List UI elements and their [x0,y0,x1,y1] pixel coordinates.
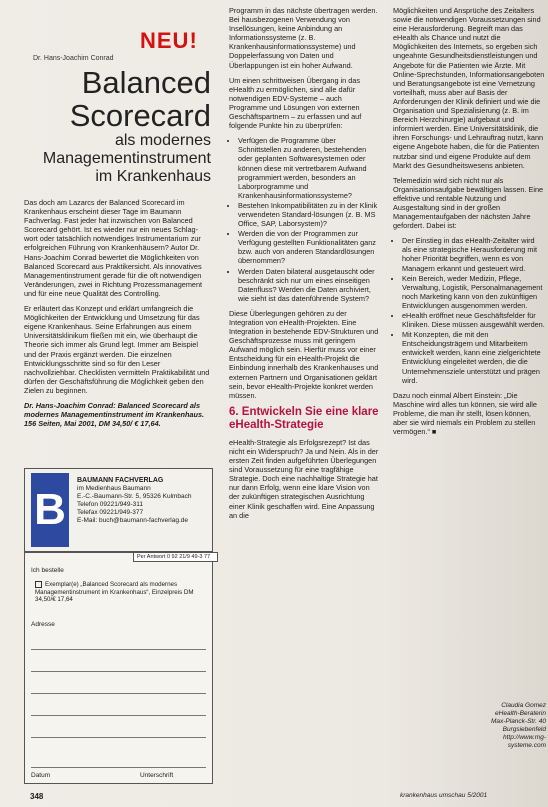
new-badge: NEU! [140,28,198,53]
title-line-1: Balanced [81,65,211,100]
list-item: • Mit Konzepten, die mit den Entscheidungsträgern und Mitarbeitern entwickelt werden, kann eine zielgerichtete Entwicklung eingeleitet werden, die die Unternehmensziele unterstützt und prägen wird. [402,330,545,385]
publisher-line-5: E-Mail: buch@baumann-fachverlag.de [77,517,189,524]
title-line-4: Managementinstrument [42,150,211,167]
publisher-line-4: Telefax 09221/949-377 [77,509,144,516]
book-title [24,66,211,186]
publisher-logo: B [31,473,69,547]
article-column-3 [393,6,545,442]
list-item: • Kein Bereich, weder Medizin, Pflege, Verwaltung, Logistik, Personalmanagement noch Marketing kann von den zukünftigen Entwicklungen ausgenommen werden. [402,274,545,310]
publisher-line-1: im Medienhaus Baumann [77,485,151,492]
date-label: Datum [31,772,51,779]
address-label: Adresse [31,621,55,628]
col3-paragraph-1: Möglichkeiten und Ansprüche des Zeitalters sowie die notwendigen Voraussetzungen sind eine Herausforderung. Begreift man das eHealth als Chance und nutzt die Möglichkeiten des Internets, so ergeben sich ungeahnte Gesundheitsdienstleistungen und Angebote für die Patienten wie Ärzte. Mit Online-Sprechstunden, Informationsangeboten und Beratungsangebote ist eine Vernetzung vorteilhaft, muss aber auf Basis der Anforderungen der Klinik definiert und wie die Organisation und Spezialisierung (z. B. im Bereich Herzchirurgie) aufgebaut und informiert werden. Eine Universitätsklinik, die ihren Forschungs- und Lehrauftrag nutzt, kann eigene Angebote haben, die für die Patienten nutzbar sind und eigene Produkte auf dem Markt des Gesundheitswesens anbieten. [393,6,545,170]
signature-line-3: Burgsiebenfeld [502,726,546,733]
list-item: • eHealth eröffnet neue Geschäftsfelder für Kliniken. Diese müssen ausgewählt werden. [402,311,545,329]
signature-line-1: eHealth-Beraterin [495,710,546,717]
col2-paragraph-2: Um einen schrittweisen Übergang in das eHealth zu ermöglichen, sind alle dafür notwendigen EDV-Systeme – auch Programme und Lösungen von externen Geschäftspartnern – zu erfassen und auf folgende Punkte hin zu überprüfen: [229,75,362,131]
publisher-name: BAUMANN FACHVERLAG [77,477,164,484]
order-form [24,552,213,784]
signature-url: http://www.mg-systeme.com [503,734,546,749]
signature-line[interactable] [31,767,206,768]
col2-paragraph-4: eHealth-Strategie als Erfolgsrezept? Ist das nicht ein Widerspruch? Ja und Nein. Als in der ersten Zeit finden aufgeführten Überlegungen sind Voraussetzung für eine tragfähige Strategie. Doch eine nachhaltige Strategie hat nur dann Erfolg, wenn eine klare Vision von der zukünftigen strategischen Ausrichtung einer Klinik geschaffen wird. Eine Anpassung an die [229,437,379,520]
signature-name: Claudia Gomez [501,702,546,709]
author-signature [470,702,546,750]
publisher-address [77,477,207,525]
page-number: 348 [30,792,44,801]
publisher-ad [24,468,213,552]
publisher-line-2: E.-C.-Baumann-Str. 5, 95326 Kulmbach [77,493,192,500]
col2-bullet-list [229,136,379,303]
title-line-2: Scorecard [69,98,211,133]
order-heading: Ich bestelle [31,567,64,574]
list-item: • Verfügen die Programme über Schnittstellen zu anderen, bestehenden oder geplanten Softwaresystemen oder können diese mit vertretbarem Aufwand programmiert werden, besonders an Laborprogramme und Krankenhausinformationssysteme? [238,136,379,200]
list-item: • Werden die von der Programmen zur Verfügung gestellten Funktionalitäten ganz bzw. auch von anderen Standardlösungen übernommen? [238,229,379,265]
section-heading: 6. Entwickeln Sie eine klare eHealth-Strategie [229,405,379,431]
address-line-1[interactable] [31,649,206,650]
publisher-line-3: Telefon 09221/949-311 [77,501,144,508]
article-column-2 [229,6,379,526]
magazine-footer: krankenhaus umschau 5/2001 [400,792,488,799]
address-line-5[interactable] [31,737,206,738]
signature-line-2: Max-Planck-Str. 40 [490,718,546,725]
col2-paragraph-3: Diese Überlegungen gehören zu der Integration von eHealth-Projekten. Eine Integration in bestehende EDV-Strukturen und Geschäftsprozesse muss mit geringem Aufwand möglich sein. Hierfür muss vor einer Entscheidung für ein eHealth-Projekt die Einbindung innerhalb des Krankenhauses und externen Partnern und Organisationen geklärt sein, bevor eHealth-Projekte konkret werden müssen. [229,308,379,400]
list-item: • Der Einstieg in das eHealth-Zeitalter wird als eine strategische Herausforderung mit hoher Priorität begriffen, wenn es von Managern erkannt und gesteuert wird. [402,236,545,272]
description-paragraph-1: Das doch am Lazarcs der Balanced Scorecard im Krankenhaus erscheint dieser Tage im Baumann Fachverlag. Fast jeder hat inzwischen von Balanced Scorecard gehört. Ist es wieder nur ein neues Schlag-wort oder tatsächlich notwendiges Instrumentarium zur erfolgreichen Führung von Krankenhäusern? Autor Dr. Hans-Joachim Conrad bewertet die Möglichkeiten von Balanced Scorecard aus Praktikersicht. Als innovatives Managementinstrument gerade für die oft notwendigen Veränderungen, zwei in Richtung Prozessmanagement und für eine neue Qualität des Controlling. [24,198,203,298]
book-description-column [24,198,211,434]
quantity-box[interactable] [35,581,42,588]
description-paragraph-2: Er erläutert das Konzept und erklärt umfangreich die Möglichkeiten der Entwicklung und Umsetzung für das eigene Krankenhaus. Seine Erfahrungen aus einem Universitätsklinikum fließen mit ein, wie überhaupt die Theorie sich immer als Grund legt. Immer am Beispiel und der Praxis ergänzt werden. Die einzelnen Entwicklungsschritte sind so für den Leser nachvollziehbar. Checklisten vermitteln Praktikabilität und dürfen der Geschäftsführung die Möglichkeit geben den Zielen zu beginnen. [24,304,210,395]
col2-paragraph-1: Programm in das nächste übertragen werden. Bei hausbezogenen Verwendung von Insellösungen, keine Anbindung an Informationssysteme (z. B. Krankenhausinformationssysteme) und Doppelerfassung von Daten und Überlappungen ist ein hoher Aufwand. [229,6,378,70]
order-item [35,581,205,604]
list-item: • Werden Daten bilateral ausgetauscht oder beschränkt sich nur um eines einseitigen Datenfluss? Werden die Daten archiviert, wie sieht ist das datenführende System? [238,267,379,303]
list-item: • Bestehen Inkompatibilitäten zu in der Klinik verwendeten Standard-lösungen (z. B. MS Office, SAP, Laborsystem)? [238,201,379,228]
col3-paragraph-2: Telemedizin wird sich nicht nur als Organisationsaufgabe bewältigen lassen. Eine effektive und rentable Nutzung und Ausgestaltung sind in der großen Managementaufgaben der nächsten Jahre gefordert. Dabei ist: [393,175,544,231]
signature-label: Unterschrift [140,772,174,779]
address-line-2[interactable] [31,671,206,672]
book-citation: Dr. Hans-Joachim Conrad: Balanced Scorecard als modernes Managementinstrument im Krankenhaus. 156 Seiten, Mai 2001, DM 34,50/ € 17,64. [24,400,205,429]
address-line-3[interactable] [31,693,206,694]
order-item-text: Exemplar(e) „Balanced Scorecard als modernes Managementinstrument im Krankenhaus“, Einzelpreis DM 34,50/€ 17,64 [35,581,194,604]
title-line-3: als modernes [114,132,211,149]
col3-paragraph-3: Dazu noch einmal Albert Einstein: „Die Maschine wird alles tun können, sie wird alle Probleme, die man ihr stellt, lösen können, aber sie wird niemals ein Problem zu stellen vermögen.“ ■ [393,390,537,437]
title-line-5: im Krankenhaus [95,168,211,185]
author-name: Dr. Hans-Joachim Conrad [33,55,114,62]
fax-number: Per Antwort 0 92 21/9 49-3 77 [133,552,218,562]
address-line-4[interactable] [31,715,206,716]
col3-bullet-list [393,236,545,385]
